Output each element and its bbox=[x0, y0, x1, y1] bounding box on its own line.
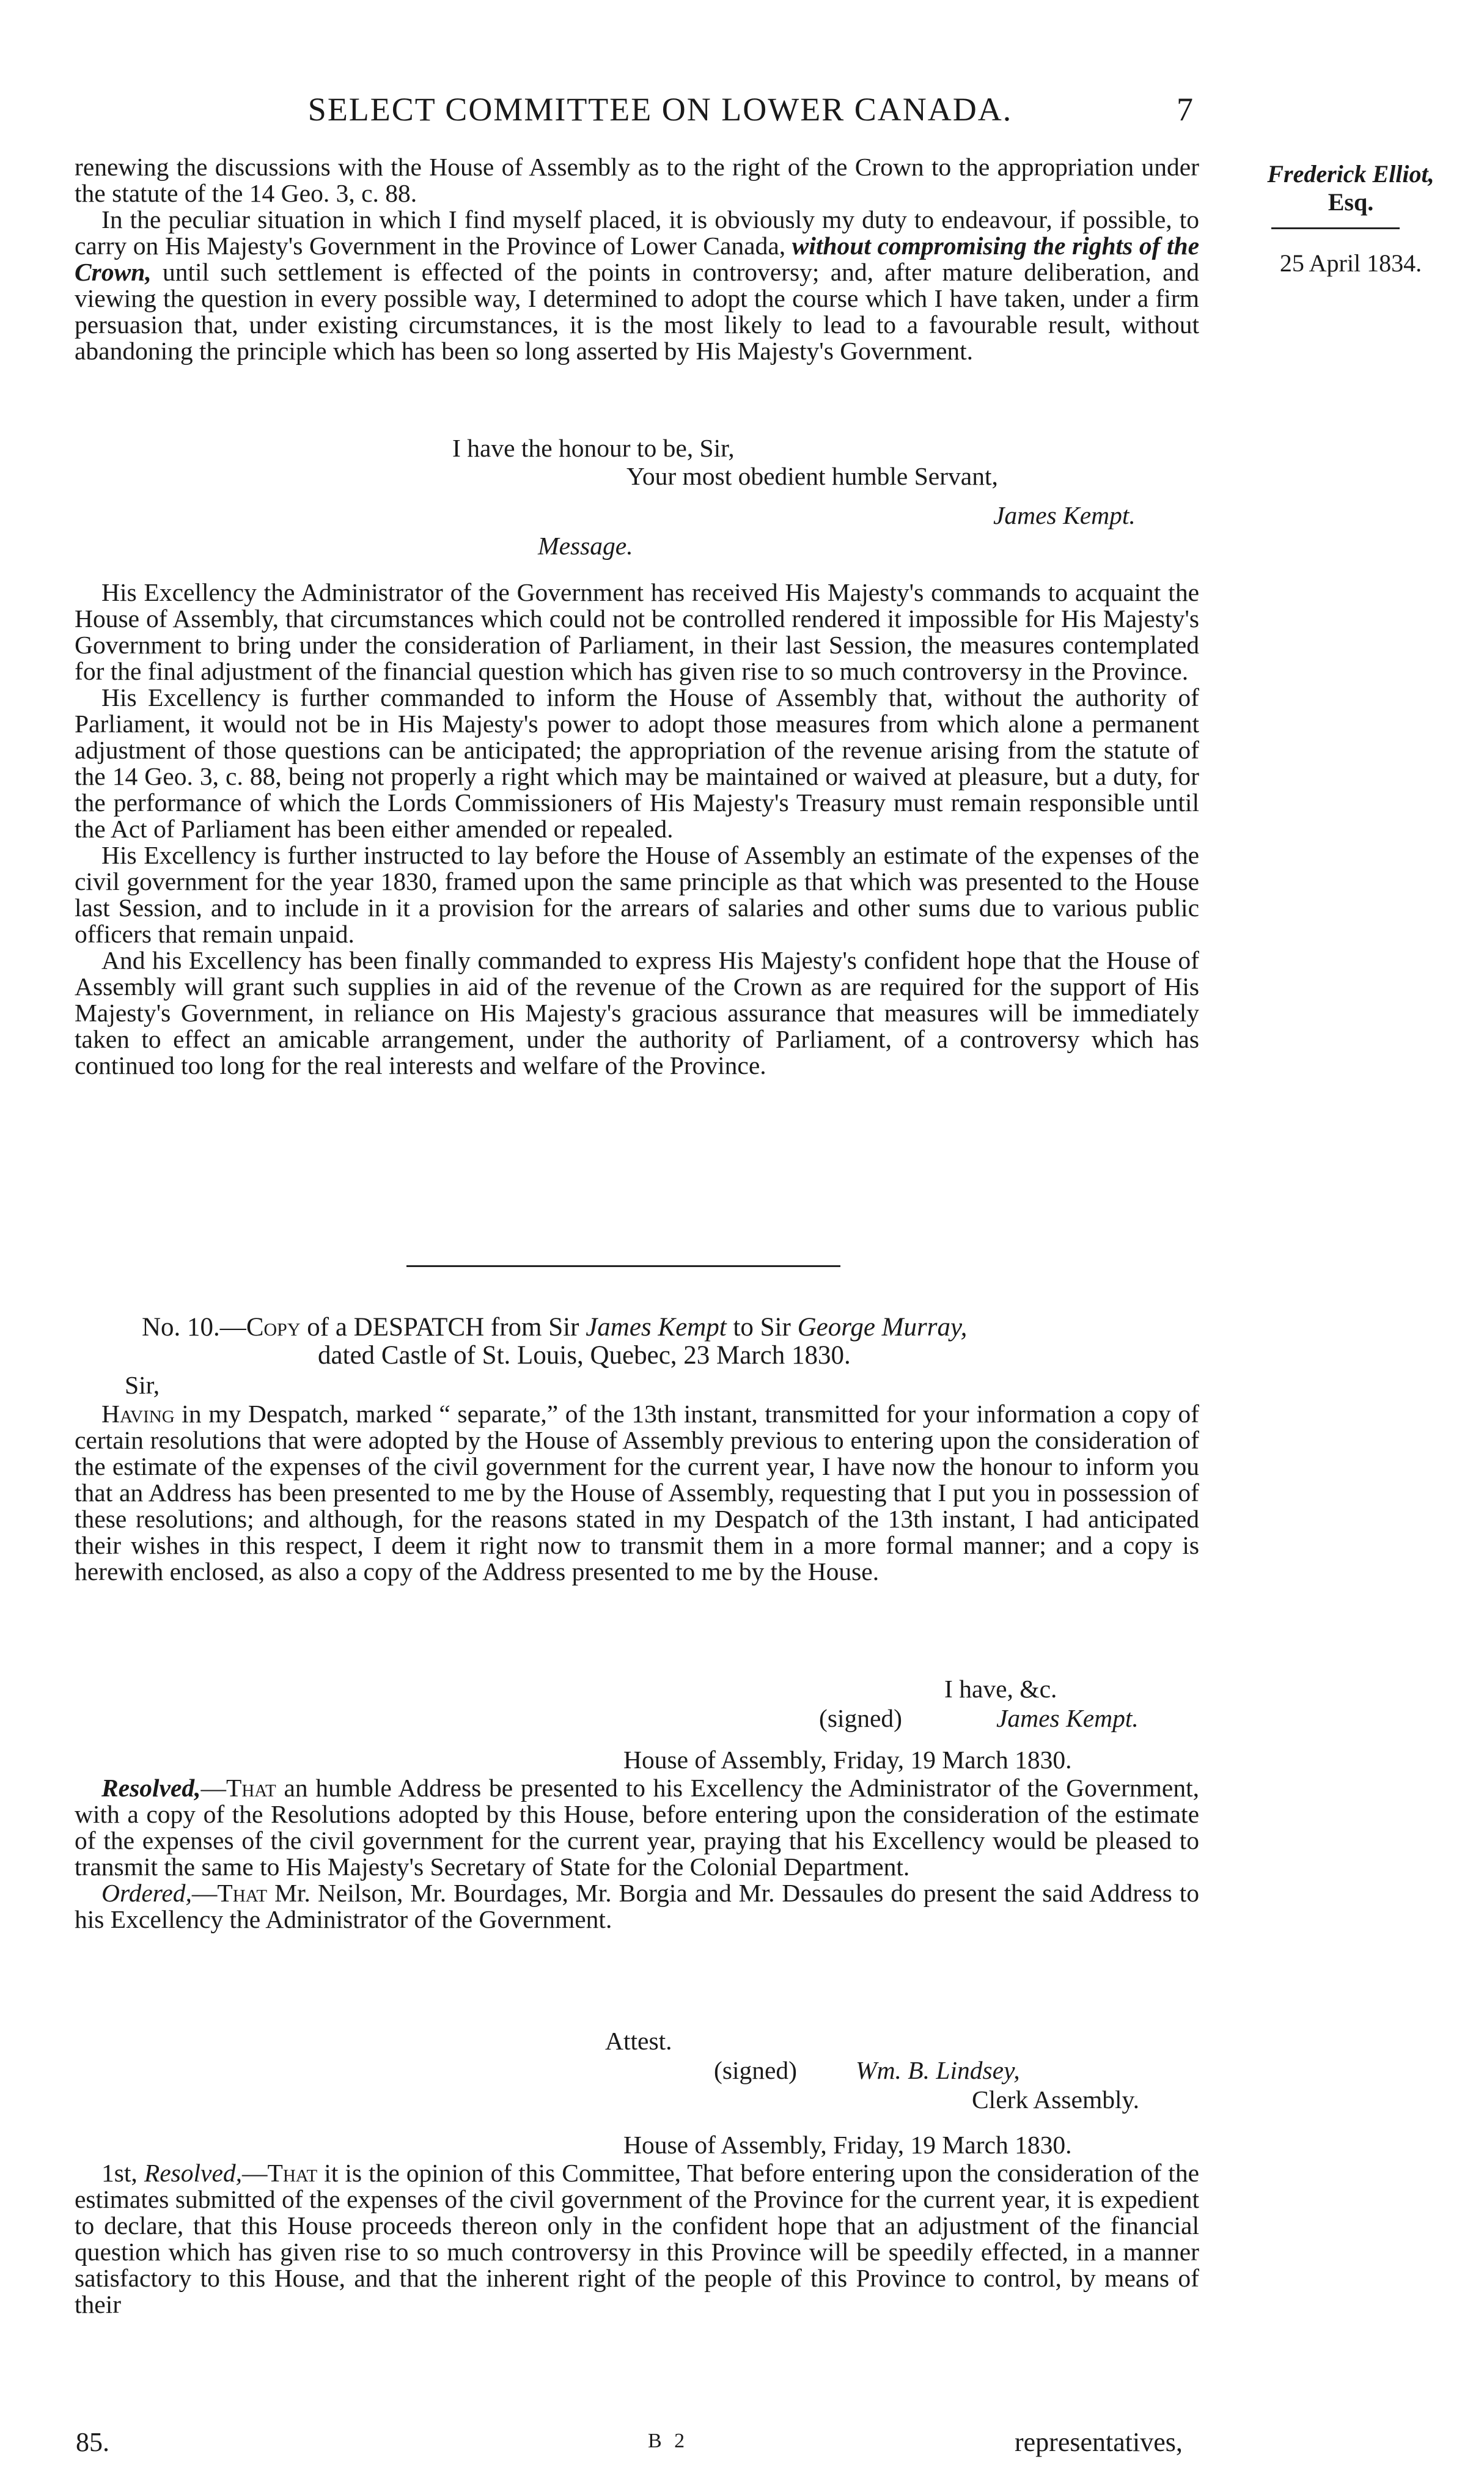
message-paragraph: His Excellency is further commanded to inform the House of Assembly that, without the authority of Parliament, it would not be in His Majesty's power to adopt those measures from which alone a permanent adjustment of those questions can be anticipated; the appropriation of the revenue arising from the statute of the 14 Geo. 3, c. 88, being not properly a right which may be maintained or waived at pleasure, but a duty, for the performance of which the Lords Commissioners of His Majesty's Treasury must remain responsible until the Act of Parliament has been either amended or repealed. bbox=[75, 683, 1199, 843]
despatch-closing: I have, &c. bbox=[944, 1675, 1057, 1703]
margin-witness-name: Frederick Elliot, bbox=[1267, 160, 1434, 188]
letter-continuation bbox=[75, 154, 1199, 364]
clerk-title: Clerk Assembly. bbox=[972, 2085, 1139, 2114]
margin-divider bbox=[1271, 227, 1400, 229]
letter-closing: I have the honour to be, Sir, bbox=[452, 434, 735, 462]
letter-closing: Your most obedient humble Servant, bbox=[626, 462, 998, 490]
catchword: representatives, bbox=[1015, 2427, 1183, 2457]
letter-paragraph: renewing the discussions with the House of Assembly as to the right of the Crown to the appropriation under the statute of the 14 Geo. 3, c. 88. bbox=[75, 153, 1199, 207]
signed-label: (signed) bbox=[714, 2056, 797, 2084]
page-number: 7 bbox=[1177, 91, 1193, 128]
letter-paragraph: In the peculiar situation in which I find myself placed, it is obviously my duty to endeavour, if possible, to carry on His Majesty's Government in the Province of Lower Canada, without compromising the rights of the Crown, until such settlement is effected of the points in controversy; and, after mature deliberation, and viewing the question in every possible way, I determined to adopt the course which I have taken, under a firm persuasion that, under existing circumstances, it is the most likely to lead to a favourable result, without abandoning the principle which has been so long asserted by His Majesty's Government. bbox=[75, 205, 1199, 365]
message-paragraph: His Excellency the Administrator of the Government has received His Majesty's commands to acquaint the House of Assembly, that circumstances which could not be controlled rendered it impossible for His Majesty's Government to bring under the consideration of Parliament, in their last Session, the measures contemplated for the final adjustment of the financial question which has given rise to so much controversy in the Province. bbox=[75, 578, 1199, 685]
despatch-signature: James Kempt. bbox=[996, 1704, 1139, 1732]
enclosure-body bbox=[75, 1775, 1199, 1933]
message-heading: Message. bbox=[538, 532, 633, 560]
despatch-paragraph: Having in my Despatch, marked “ separate,” of the 13th instant, transmitted for your information a copy of certain resolutions that were adopted by the House of Assembly previous to entering upon the consideration of the estimate of the expenses of the civil government for the current year, I have now the honour to inform you that an Address has been presented to me by the House of Assembly, requesting that I put you in possession of these resolutions; and although, for the reasons stated in my Despatch of the 13th instant, I had anticipated their wishes in this respect, I deem it right now to transmit them in a more formal manner; and a copy is herewith enclosed, as also a copy of the Address presented to me by the House. bbox=[75, 1400, 1199, 1586]
section-divider bbox=[406, 1265, 840, 1267]
margin-witness-suffix: Esq. bbox=[1328, 188, 1374, 216]
signed-label: (signed) bbox=[819, 1704, 902, 1732]
message-paragraph: His Excellency is further instructed to lay before the House of Assembly an estimate of the expenses of the civil government for the year 1830, framed upon the same principle as that which was presented to the House last Session, and to include in it a provision for the arrears of salaries and other sums due to various public officers that remain unpaid. bbox=[75, 841, 1199, 948]
resolution-paragraph: Resolved,—That an humble Address be presented to his Excellency the Administrator of the Government, with a copy of the Resolutions adopted by this House, before entering upon the consideration of the estimate of the expenses of the civil government for the current year, praying that his Excellency would be pleased to transmit the same to His Majesty's Secretary of State for the Colonial Department. bbox=[75, 1774, 1199, 1881]
despatch-salutation: Sir, bbox=[125, 1371, 160, 1399]
enclosure-dateline: House of Assembly, Friday, 19 March 1830. bbox=[623, 2131, 1072, 2159]
despatch-heading: No. 10.—Copy of a DESPATCH from Sir James Kempt to Sir George Murray, bbox=[142, 1313, 968, 1342]
signature-mark: B 2 bbox=[648, 2430, 689, 2452]
running-head: SELECT COMMITTEE ON LOWER CANADA. bbox=[307, 91, 1013, 128]
message-paragraph: And his Excellency has been finally commanded to express His Majesty's confident hope that the House of Assembly will grant such supplies in aid of the revenue of the Crown as are required for the support of His Majesty's Government, in reliance on His Majesty's gracious assurance that measures will be immediately taken to effect an amicable arrangement, under the authority of Parliament, of a controversy which has continued too long for the real interests and welfare of the Province. bbox=[75, 946, 1199, 1079]
order-paragraph: Ordered,—That Mr. Neilson, Mr. Bourdages, Mr. Borgia and Mr. Dessaules do present the said Address to his Excellency the Administrator of the Government. bbox=[75, 1879, 1199, 1933]
sheet-number: 85. bbox=[76, 2427, 109, 2457]
attest-label: Attest. bbox=[605, 2027, 672, 2055]
message-body bbox=[75, 579, 1199, 1079]
enclosure-dateline: House of Assembly, Friday, 19 March 1830. bbox=[623, 1746, 1072, 1774]
despatch-body bbox=[75, 1401, 1199, 1585]
resolution-paragraph: 1st, Resolved,—That it is the opinion of this Committee, That before entering upon the consideration of the estimates submitted of the expenses of the civil government of the Province for the current year, it is expedient to declare, that this House proceeds thereon only in the confident hope that an adjustment of the financial question which has given rise to so much controversy in this Province will be speedily effected, in a manner satisfactory to this House, and that the inherent right of the people of this Province to control, by means of their bbox=[75, 2159, 1199, 2318]
enclosure-body bbox=[75, 2160, 1199, 2318]
margin-date: 25 April 1834. bbox=[1279, 249, 1422, 277]
despatch-dateline: dated Castle of St. Louis, Quebec, 23 March 1830. bbox=[318, 1341, 851, 1370]
clerk-signature: Wm. B. Lindsey, bbox=[856, 2056, 1020, 2084]
emphasis-text: without compromising the rights of the Crown, bbox=[75, 232, 1199, 286]
letter-signature: James Kempt. bbox=[993, 501, 1136, 529]
